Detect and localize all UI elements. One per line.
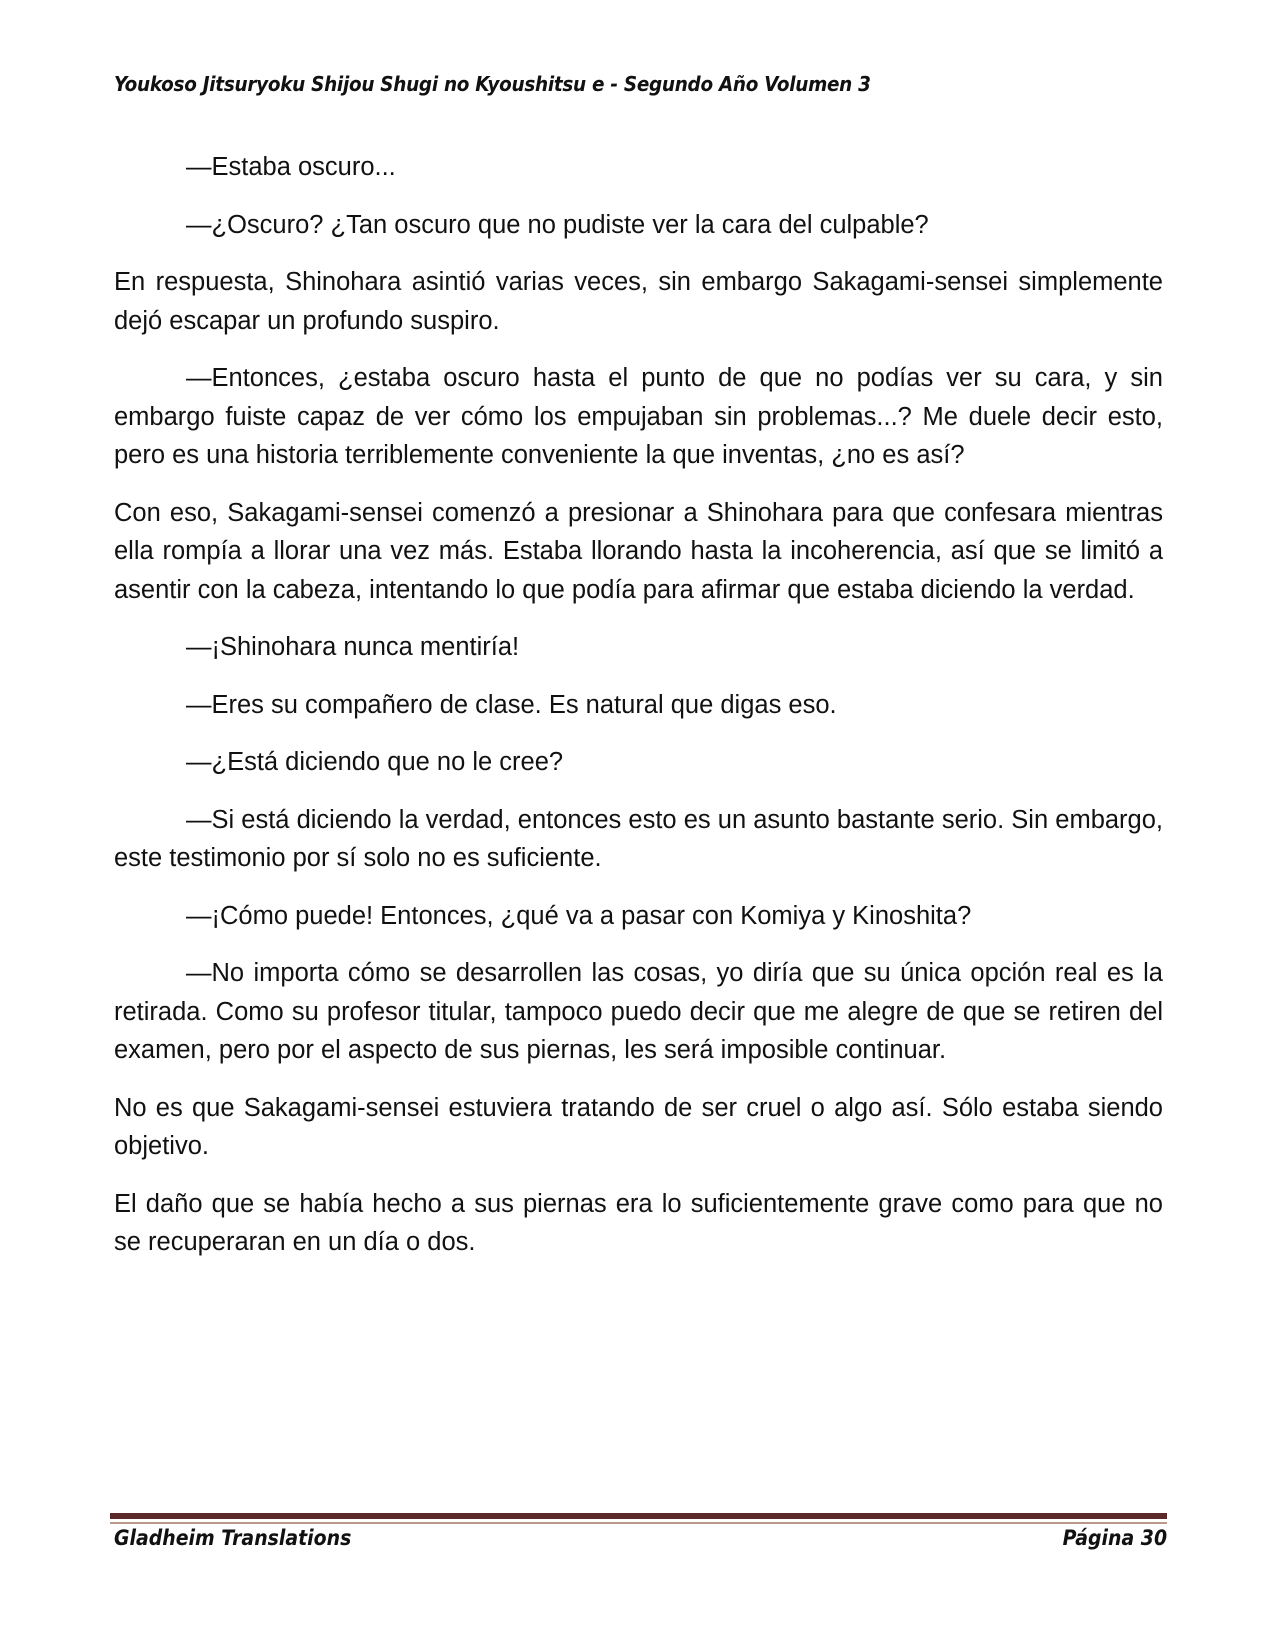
paragraph: No es que Sakagami-sensei estuviera tratando de ser cruel o algo así. Sólo estaba siendo objetivo. bbox=[114, 1093, 1163, 1160]
paragraph: En respuesta, Shinohara asintió varias veces, sin embargo Sakagami-sensei simplemente dejó escapar un profundo suspiro. bbox=[114, 268, 1163, 335]
paragraph: —¡Cómo puede! Entonces, ¿qué va a pasar con Komiya y Kinoshita? bbox=[186, 901, 972, 930]
paragraph: Con eso, Sakagami-sensei comenzó a presionar a Shinohara para que confesara mientras ella rompía a llorar una vez más. Estaba llorando hasta la incoherencia, así que se limitó a asentir con la cabeza, intentando lo que podía para afirmar que estaba diciendo la verdad. bbox=[114, 498, 1163, 604]
page-body bbox=[114, 148, 1163, 1281]
page-number: Página 30 bbox=[1062, 1526, 1167, 1550]
paragraph: —Eres su compañero de clase. Es natural que digas eso. bbox=[186, 690, 837, 719]
paragraph: —¿Oscuro? ¿Tan oscuro que no pudiste ver la cara del culpable? bbox=[186, 210, 929, 239]
paragraph: El daño que se había hecho a sus piernas era lo suficientemente grave como para que no se recuperaran en un día o dos. bbox=[114, 1189, 1163, 1256]
running-header: Youkoso Jitsuryoku Shijou Shugi no Kyoushitsu e - Segundo Año Volumen 3 bbox=[114, 72, 871, 96]
footer-rule-thin bbox=[110, 1522, 1167, 1524]
paragraph: —Entonces, ¿estaba oscuro hasta el punto de que no podías ver su cara, y sin embargo fuiste capaz de ver cómo los empujaban sin problemas...? Me duele decir esto, pero es una historia terriblemente conveniente la que inventas, ¿no es así? bbox=[114, 364, 1163, 469]
footer-credit: Gladheim Translations bbox=[114, 1526, 352, 1550]
paragraph: —¿Está diciendo que no le cree? bbox=[186, 748, 564, 776]
paragraph: —No importa cómo se desarrollen las cosas, yo diría que su única opción real es la retirada. Como su profesor titular, tampoco puedo decir que me alegre de que se retiren del examen, pero por el aspecto de sus piernas, les será imposible continuar. bbox=[114, 959, 1163, 1064]
paragraph: —Estaba oscuro... bbox=[186, 153, 396, 181]
paragraph: —¡Shinohara nunca mentiría! bbox=[186, 633, 520, 661]
footer-rule bbox=[110, 1513, 1167, 1519]
paragraph: —Si está diciendo la verdad, entonces esto es un asunto bastante serio. Sin embargo, este testimonio por sí solo no es suficiente. bbox=[114, 805, 1163, 872]
